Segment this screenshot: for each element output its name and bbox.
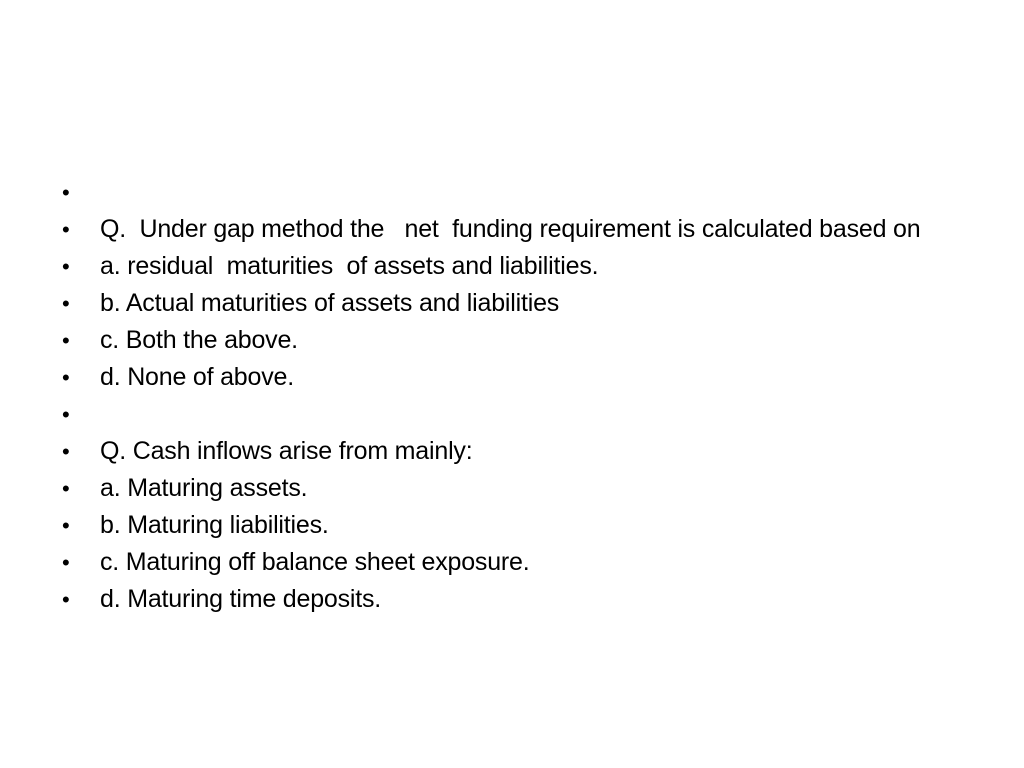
bullet-text bbox=[100, 178, 962, 207]
bullet-item-empty-2 bbox=[62, 400, 962, 429]
question-1-option-a bbox=[62, 252, 962, 281]
option-text: • d. None of above. bbox=[100, 363, 294, 391]
bullet-text bbox=[100, 400, 962, 429]
question-1-option-c bbox=[62, 326, 962, 355]
question-2-option-a bbox=[62, 474, 962, 503]
option-text: • b. Actual maturities of assets and liabilities bbox=[100, 289, 560, 317]
option-text: • c. Both the above. bbox=[100, 326, 298, 354]
question-1-option-d bbox=[62, 363, 962, 392]
question-2-text: • Q. Cash inflows arise from mainly: bbox=[100, 437, 473, 465]
question-1-text: • Q. Under gap method the net funding requirement is calculated based on bbox=[100, 215, 921, 243]
option-text: • d. Maturing time deposits. bbox=[100, 585, 382, 613]
option-text: • a. Maturing assets. bbox=[100, 474, 308, 502]
question-2-option-c bbox=[62, 548, 962, 577]
question-2-option-b bbox=[62, 511, 962, 540]
question-2 bbox=[62, 437, 962, 466]
bullet-item-empty-1 bbox=[62, 178, 962, 207]
question-1 bbox=[62, 215, 962, 244]
bullet-list bbox=[62, 178, 962, 622]
question-1-option-b bbox=[62, 289, 962, 318]
option-text: • a. residual maturities of assets and liabilities. bbox=[100, 252, 599, 280]
option-text: • c. Maturing off balance sheet exposure. bbox=[100, 548, 530, 576]
question-2-option-d bbox=[62, 585, 962, 614]
option-text: • b. Maturing liabilities. bbox=[100, 511, 329, 539]
